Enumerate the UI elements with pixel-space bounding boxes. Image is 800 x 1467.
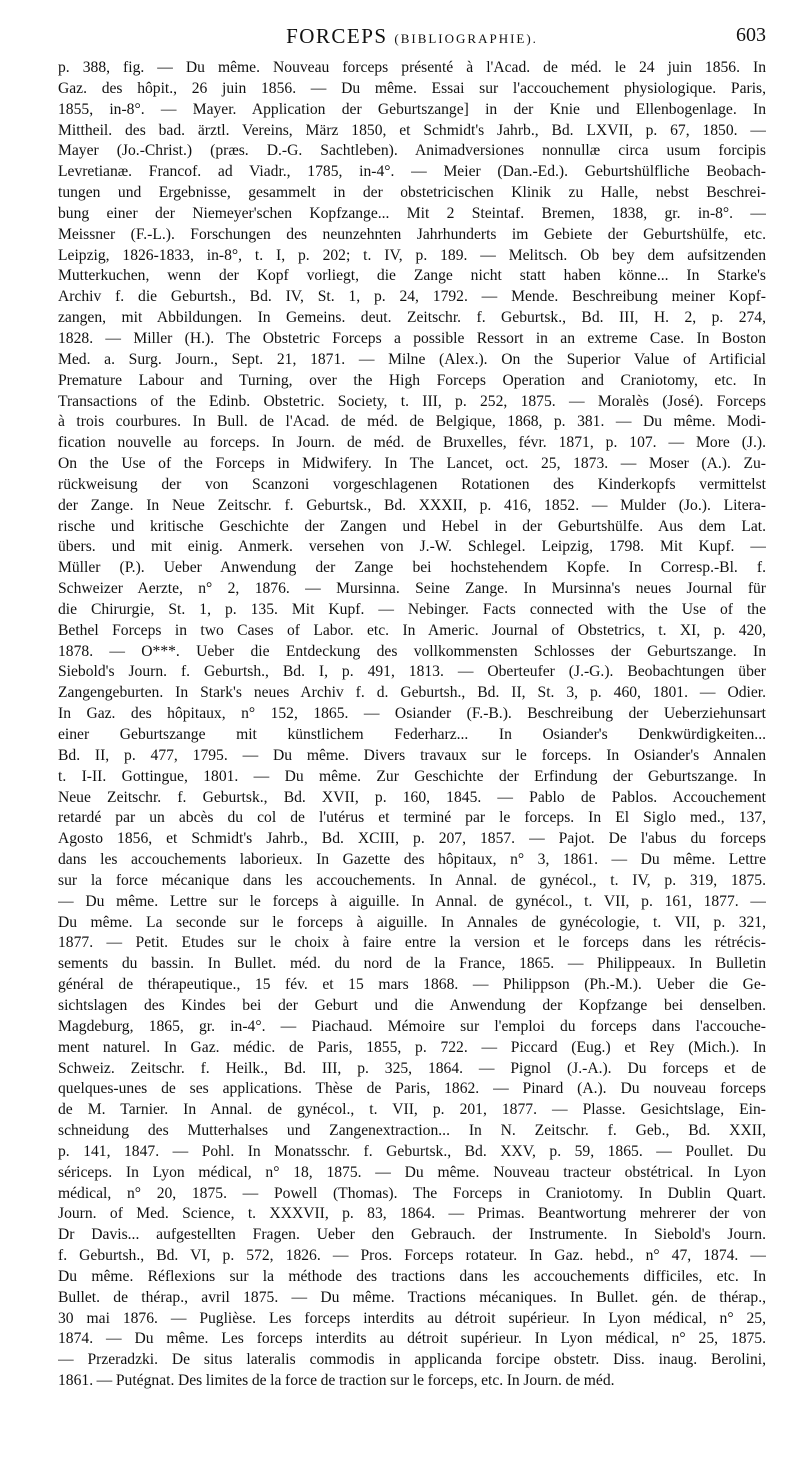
running-title-main: FORCEPS <box>286 24 388 48</box>
text-line: rückweisung der von Scanzoni vorgeschlagenen Rotationen des Kinderkopfs vermittelst <box>58 475 766 493</box>
text-line: der Zange. In Neue Zeitschr. f. Geburtsk., Bd. XXXII, p. 416, 1852. — Mulder (Jo.). Litera- <box>58 496 766 514</box>
text-line: On the Use of the Forceps in Midwifery. In The Lancet, oct. 25, 1873. — Moser (A.). Zu- <box>58 455 766 473</box>
text-line: — Przeradzki. De situs lateralis commodis in applicanda forcipe obstetr. Diss. inaug. Berolini, <box>58 1351 766 1369</box>
text-line: bung einer der Niemeyer'schen Kopfzange... Mit 2 Steintaf. Bremen, 1838, gr. in-8°. — <box>58 204 766 222</box>
text-line: Mayer (Jo.-Christ.) (præs. D.-G. Sachtleben). Animadversiones nonnullæ circa usum forcipis <box>58 142 766 160</box>
page-number: 603 <box>736 24 766 46</box>
text-line: sements du bassin. In Bullet. méd. du nord de la France, 1865. — Philippeaux. In Bulletin <box>58 955 766 973</box>
text-line: Neue Zeitschr. f. Geburtsk., Bd. XVII, p. 160, 1845. — Pablo de Pablos. Accouchement <box>58 788 766 806</box>
text-line: sichtslagen des Kindes bei der Geburt und die Anwendung der Kopfzange bei denselben. <box>58 996 766 1014</box>
text-line: 1878. — O***. Ueber die Entdeckung des vollkommensten Schlosses der Geburtszange. In <box>58 642 766 660</box>
text-line: de M. Tarnier. In Annal. de gynécol., t. VII, p. 201, 1877. — Plasse. Gesichtslage, Ein- <box>58 1101 766 1119</box>
text-line: Magdeburg, 1865, gr. in-4°. — Piachaud. Mémoire sur l'emploi du forceps dans l'accouche- <box>58 1017 766 1035</box>
text-line: 1828. — Miller (H.). The Obstetric Forceps a possible Ressort in an extreme Case. In Boston <box>58 329 766 347</box>
text-line: Leipzig, 1826-1833, in-8°, t. I, p. 202; t. IV, p. 189. — Melitsch. Ob bey dem aufsitzenden <box>58 246 766 264</box>
text-line: général de thérapeutique., 15 fév. et 15 mars 1868. — Philippson (Ph.-M.). Ueber die Ge- <box>58 976 766 994</box>
text-line: p. 141, 1847. — Pohl. In Monatsschr. f. Geburtsk., Bd. XXV, p. 59, 1865. — Poullet. Du <box>58 1142 766 1160</box>
text-line: médical, n° 20, 1875. — Powell (Thomas). The Forceps in Craniotomy. In Dublin Quart. <box>58 1184 766 1202</box>
text-line: rische und kritische Geschichte der Zangen und Hebel in der Geburtshülfe. Aus dem Lat. <box>58 517 766 535</box>
text-line: Schweizer Aerzte, n° 2, 1876. — Mursinna. Seine Zange. In Mursinna's neues Journal für <box>58 580 766 598</box>
text-line: p. 388, fig. — Du même. Nouveau forceps présenté à l'Acad. de méd. le 24 juin 1856. In <box>58 59 766 76</box>
text-line: zangen, mit Abbildungen. In Gemeins. deut. Zeitschr. f. Geburtsk., Bd. III, H. 2, p. 274, <box>58 309 766 327</box>
text-line: Transactions of the Edinb. Obstetric. Society, t. III, p. 252, 1875. — Moralès (José). Forceps <box>58 392 766 410</box>
text-line: sériceps. In Lyon médical, n° 18, 1875. — Du même. Nouveau tracteur obstétrical. In Lyon <box>58 1163 766 1181</box>
text-line: Mittheil. des bad. ärztl. Vereins, März 1850, et Schmidt's Jahrb., Bd. LXVII, p. 67, 1850. — <box>58 121 766 139</box>
text-line: quelques-unes de ses applications. Thèse de Paris, 1862. — Pinard (A.). Du nouveau forceps <box>58 1080 766 1098</box>
text-line: Bd. II, p. 477, 1795. — Du même. Divers travaux sur le forceps. In Osiander's Annalen <box>58 746 766 764</box>
text-line: Med. a. Surg. Journ., Sept. 21, 1871. — Milne (Alex.). On the Superior Value of Artificial <box>58 350 766 368</box>
text-line: retardé par un abcès du col de l'utérus et terminé par le forceps. In El Siglo med., 137, <box>58 809 766 827</box>
text-line: Premature Labour and Turning, over the High Forceps Operation and Craniotomy, etc. In <box>58 371 766 389</box>
text-line: Siebold's Journ. f. Geburtsh., Bd. I, p. 491, 1813. — Oberteufer (J.-G.). Beobachtungen über <box>58 663 766 681</box>
text-line: Levretianæ. Francof. ad Viadr., 1785, in-4°. — Meier (Dan.-Ed.). Geburtshülfliche Beobach- <box>58 163 766 181</box>
text-line: die Chirurgie, St. 1, p. 135. Mit Kupf. — Nebinger. Facts connected with the Use of the <box>58 600 766 618</box>
text-line: 1861. — Putégnat. Des limites de la force de traction sur le forceps, etc. In Journ. de méd. <box>58 1372 615 1390</box>
bibliography-text <box>58 58 766 1392</box>
text-line: t. I-II. Gottingue, 1801. — Du même. Zur Geschichte der Erfindung der Geburtszange. In <box>58 767 766 785</box>
text-line: Bullet. de thérap., avril 1875. — Du même. Tractions mécaniques. In Bullet. gén. de thérap., <box>58 1288 766 1306</box>
text-line: 30 mai 1876. — Puglièse. Les forceps interdits au détroit supérieur. In Lyon médical, n° 25, <box>58 1309 766 1327</box>
text-line: Journ. of Med. Science, t. XXXVII, p. 83, 1864. — Primas. Beantwortung mehrerer der von <box>58 1205 766 1223</box>
text-line: übers. und mit einig. Anmerk. versehen von J.-W. Schlegel. Leipzig, 1798. Mit Kupf. — <box>58 538 766 556</box>
text-line: — Du même. Lettre sur le forceps à aiguille. In Annal. de gynécol., t. VII, p. 161, 1877. — <box>58 892 766 910</box>
text-line: Du même. La seconde sur le forceps à aiguille. In Annales de gynécologie, t. VII, p. 321, <box>58 913 766 931</box>
text-line: einer Geburtszange mit künstlichem Federharz... In Osiander's Denkwürdigkeiten... <box>58 726 766 743</box>
text-line: f. Geburtsh., Bd. VI, p. 572, 1826. — Pros. Forceps rotateur. In Gaz. hebd., n° 47, 1874. — <box>58 1247 766 1265</box>
text-line: fication nouvelle au forceps. In Journ. de méd. de Bruxelles, févr. 1871, p. 107. — More (J.). <box>58 434 766 452</box>
text-line: Agosto 1856, et Schmidt's Jahrb., Bd. XCIII, p. 207, 1857. — Pajot. De l'abus du forceps <box>58 830 766 848</box>
text-line: Gaz. des hôpit., 26 juin 1856. — Du même. Essai sur l'accouchement physiologique. Paris, <box>58 79 766 97</box>
text-line: sur la force mécanique dans les accouchements. In Annal. de gynécol., t. IV, p. 319, 1875. <box>58 871 766 889</box>
text-line: Meissner (F.-L.). Forschungen des neunzehnten Jahrhunderts im Gebiete der Geburtshülfe, etc. <box>58 225 766 243</box>
text-line: à trois courbures. In Bull. de l'Acad. de méd. de Belgique, 1868, p. 381. — Du même. Modi- <box>58 413 766 431</box>
page-header <box>58 20 766 58</box>
text-line: Schweiz. Zeitschr. f. Heilk., Bd. III, p. 325, 1864. — Pignol (J.-A.). Du forceps et de <box>58 1059 766 1077</box>
text-line: 1877. — Petit. Etudes sur le choix à faire entre la version et le forceps dans les rétrécis- <box>58 934 766 952</box>
text-line: Mutterkuchen, wenn der Kopf vorliegt, die Zange nicht statt haben könne... In Starke's <box>58 267 766 285</box>
text-line: In Gaz. des hôpitaux, n° 152, 1865. — Osiander (F.-B.). Beschreibung der Ueberziehunsart <box>58 705 766 723</box>
text-line: schneidung des Mutterhalses und Zangenextraction... In N. Zeitschr. f. Geb., Bd. XXII, <box>58 1122 766 1140</box>
text-line: Du même. Réflexions sur la méthode des tractions dans les accouchements difficiles, etc. In <box>58 1267 766 1285</box>
text-line: Zangengeburten. In Stark's neues Archiv f. d. Geburtsh., Bd. II, St. 3, p. 460, 1801. — Odier. <box>58 684 766 702</box>
running-title-subtitle: (BIBLIOGRAPHIE). <box>394 31 538 46</box>
running-title <box>58 24 766 49</box>
text-line: 1874. — Du même. Les forceps interdits au détroit supérieur. In Lyon médical, n° 25, 1875. <box>58 1330 766 1348</box>
text-line: ment naturel. In Gaz. médic. de Paris, 1855, p. 722. — Piccard (Eug.) et Rey (Mich.). In <box>58 1038 766 1056</box>
text-line: 1855, in-8°. — Mayer. Application der Geburtszange] in der Knie und Ellenbogenlage. In <box>58 100 766 118</box>
text-line: dans les accouchements laborieux. In Gazette des hôpitaux, n° 3, 1861. — Du même. Lettre <box>58 851 766 869</box>
text-line: tungen und Ergebnisse, gesammelt in der obstetricischen Klinik zu Halle, nebst Beschrei- <box>58 184 766 202</box>
text-line: Müller (P.). Ueber Anwendung der Zange bei hochstehendem Kopfe. In Corresp.-Bl. f. <box>58 559 766 577</box>
text-line: Archiv f. die Geburtsh., Bd. IV, St. 1, p. 24, 1792. — Mende. Beschreibung meiner Kopf- <box>58 288 766 306</box>
text-line: Bethel Forceps in two Cases of Labor. etc. In Americ. Journal of Obstetrics, t. XI, p. 420, <box>58 621 766 639</box>
text-line: Dr Davis... aufgestellten Fragen. Ueber den Gebrauch. der Instrumente. In Siebold's Journ. <box>58 1226 766 1244</box>
